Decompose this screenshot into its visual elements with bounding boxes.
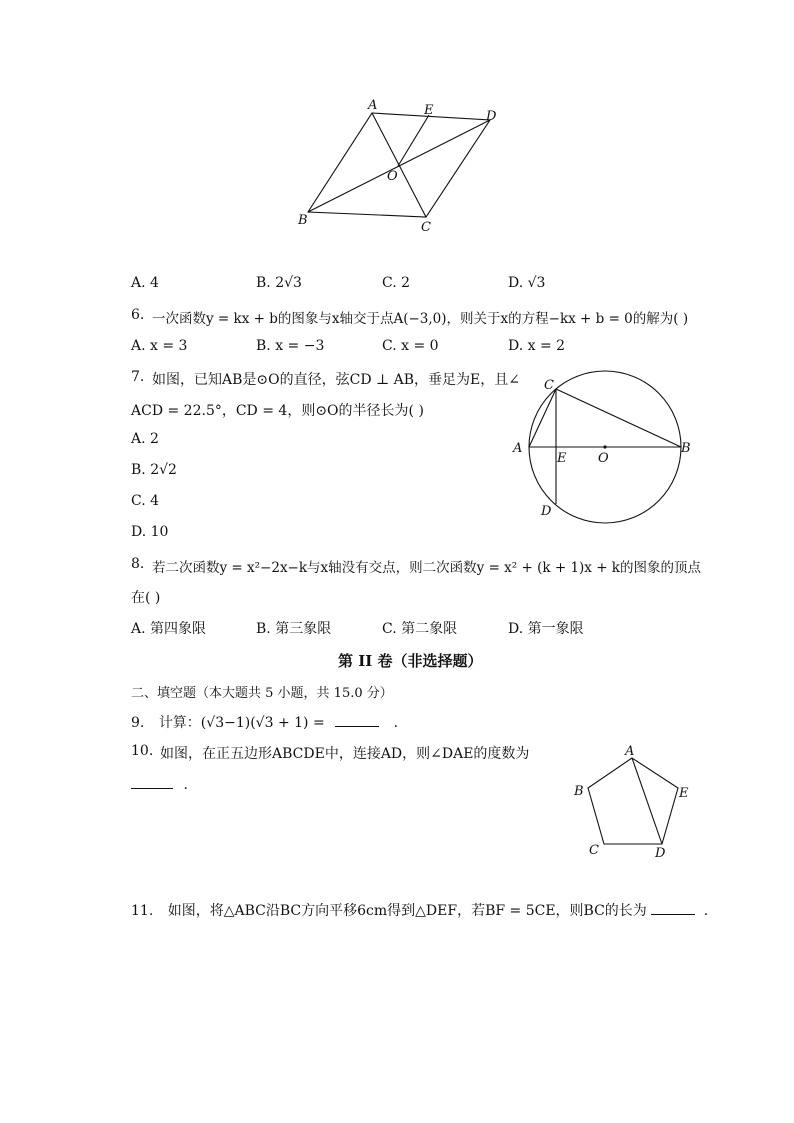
q9-text: 计算：(√3−1)(√3 + 1) = [158, 715, 330, 731]
q7-option-d[interactable]: D. 10 [131, 524, 169, 540]
label-D: D [486, 109, 497, 124]
q10-number: 10. [131, 743, 154, 759]
label-D: D [541, 504, 552, 519]
q6-option-c[interactable]: C. x = 0 [382, 338, 439, 354]
circle-figure [508, 370, 698, 530]
q6-option-b[interactable]: B. x = −3 [256, 338, 325, 354]
part2-title: 第 II 卷（非选择题） [338, 652, 483, 670]
label-E: E [557, 451, 567, 466]
q9-number: 9. [131, 715, 145, 731]
label-A: A [625, 744, 635, 759]
section-fill-in: 二、填空题（本大题共 5 小题，共 15.0 分） [131, 686, 393, 701]
q11-number: 11. [131, 903, 154, 919]
q5-option-c[interactable]: C. 2 [382, 275, 411, 291]
q9 [131, 712, 398, 732]
rhombus-figure [290, 95, 510, 240]
q11-answer-blank[interactable] [651, 902, 695, 915]
label-O: O [387, 169, 398, 184]
q7-line1: 如图，已知AB是⊙O的直径，弦CD ⊥ AB，垂足为E，且∠ [152, 372, 520, 388]
q9-period: . [393, 715, 399, 731]
q8-line2: 在( ) [131, 590, 161, 606]
q8-option-a[interactable]: A. 第四象限 [131, 621, 207, 637]
label-D: D [655, 846, 666, 861]
label-E: E [424, 103, 434, 118]
q10-answer-line [131, 776, 188, 793]
label-B: B [298, 213, 308, 228]
q5-option-a[interactable]: A. 4 [131, 275, 159, 291]
q6-option-a[interactable]: A. x = 3 [131, 338, 188, 354]
q7-option-a[interactable]: A. 2 [131, 431, 159, 447]
q8-number: 8. [131, 556, 145, 572]
label-C: C [544, 378, 554, 393]
q7-option-b[interactable]: B. 2√2 [131, 462, 177, 478]
q7-number: 7. [131, 369, 145, 385]
q8-option-d[interactable]: D. 第一象限 [508, 621, 584, 637]
label-A: A [368, 98, 378, 113]
label-E: E [679, 786, 689, 801]
q6-number: 6. [131, 307, 145, 323]
label-O: O [598, 451, 609, 466]
q11-text: 如图，将△ABC沿BC方向平移6cm得到△DEF，若BF = 5CE，则BC的长为 [167, 903, 647, 919]
q8-line1: 若二次函数y = x²−2x−k与x轴没有交点，则二次函数y = x² + (k + 1)x + k的图象的顶点 [152, 560, 701, 576]
q8-option-c[interactable]: C. 第二象限 [382, 621, 458, 637]
q10-period: . [183, 777, 188, 793]
label-C: C [421, 220, 431, 235]
q5-option-d[interactable]: D. √3 [508, 275, 546, 291]
label-C: C [589, 843, 599, 858]
q5-option-b[interactable]: B. 2√3 [256, 275, 302, 291]
q11 [131, 900, 708, 920]
label-B: B [574, 784, 584, 799]
q10-text: 如图，在正五边形ABCDE中，连接AD，则∠DAE的度数为 [160, 746, 530, 762]
label-A: A [513, 441, 523, 456]
q9-answer-blank[interactable] [335, 714, 379, 727]
q7-option-c[interactable]: C. 4 [131, 493, 160, 509]
pentagon-figure [568, 740, 698, 862]
q6-option-d[interactable]: D. x = 2 [508, 338, 566, 354]
q10-answer-blank[interactable] [131, 776, 173, 789]
label-B: B [681, 441, 691, 456]
q11-period: . [703, 903, 709, 919]
q8-option-b[interactable]: B. 第三象限 [256, 621, 332, 637]
q6-text: 一次函数y = kx + b的图象与x轴交于点A(−3,0)，则关于x的方程−kx + b = 0的解为( ) [152, 311, 689, 327]
q7-line2: ACD = 22.5°，CD = 4，则⊙O的半径长为( ) [131, 403, 424, 419]
